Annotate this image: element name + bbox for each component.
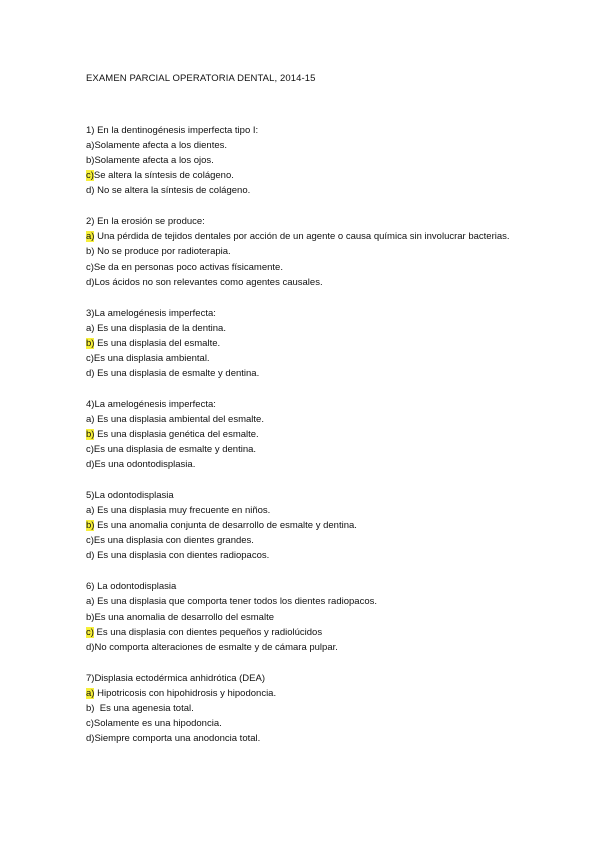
answer-text: Es una displasia que comporta tener todos los dientes radiopacos. [94, 596, 377, 608]
question-3 [86, 306, 526, 381]
answer-option [86, 427, 526, 442]
answer-text: Es una displasia con dientes pequeños y radiolúcidos [93, 626, 323, 638]
question-1 [86, 123, 526, 198]
answer-text: Hipotricosis con hipohidrosis y hipodoncia. [94, 687, 277, 699]
document-title: EXAMEN PARCIAL OPERATORIA DENTAL, 2014-15 [86, 73, 316, 84]
answer-option [86, 153, 526, 168]
answer-text: Es una displasia del esmalte. [94, 337, 221, 349]
answer-option [86, 610, 526, 625]
answer-letter: a) [86, 322, 95, 334]
question-2 [86, 214, 526, 289]
highlighted-answer-letter: a) [86, 231, 95, 243]
answer-text: No se produce por radioterapia. [94, 246, 231, 258]
answer-text: Es una displasia ambiental del esmalte. [94, 413, 264, 425]
answer-text: Es una displasia genética del esmalte. [94, 428, 259, 440]
answer-option [86, 594, 526, 609]
highlighted-answer-letter: a) [86, 687, 95, 699]
answer-option [86, 548, 526, 563]
answer-letter: c) [86, 444, 94, 456]
answer-text: No comporta alteraciones de esmalte y de cámara pulpar. [94, 641, 338, 653]
answer-letter: a) [86, 140, 95, 152]
answer-option [86, 701, 526, 716]
answer-letter: b) [86, 702, 95, 714]
question-stem: 2) En la erosión se produce: [86, 216, 205, 228]
answer-letter: d) [86, 459, 95, 471]
answer-letter: b) [86, 155, 95, 167]
highlighted-answer-letter: c) [86, 170, 94, 182]
answer-option [86, 244, 526, 259]
answer-letter: d) [86, 367, 95, 379]
answer-letter: b) [86, 611, 95, 623]
answer-letter: d) [86, 276, 95, 288]
highlighted-answer-letter: b) [86, 337, 95, 349]
answer-option [86, 686, 526, 701]
highlighted-answer-letter: b) [86, 520, 95, 532]
answer-option [86, 351, 526, 366]
question-stem: 5)La odontodisplasia [86, 490, 174, 502]
question-6 [86, 579, 526, 654]
answer-text: Es una displasia con dientes radiopacos. [94, 550, 270, 562]
answer-letter: a) [86, 596, 95, 608]
answer-letter: b) [86, 246, 95, 258]
answer-option [86, 457, 526, 472]
answer-letter: d) [86, 732, 95, 744]
answer-option [86, 260, 526, 275]
question-stem: 3)La amelogénesis imperfecta: [86, 307, 216, 319]
answer-text: Es una odontodisplasia. [94, 459, 196, 471]
answer-letter: a) [86, 505, 95, 517]
question-stem: 6) La odontodisplasia [86, 581, 177, 593]
answer-option [86, 336, 526, 351]
answer-option [86, 138, 526, 153]
question-7 [86, 671, 526, 746]
answer-text: Es una displasia de la dentina. [94, 322, 226, 334]
answer-text: Una pérdida de tejidos dentales por acción de un agente o causa química sin involucrar bacterias. [94, 231, 510, 243]
highlighted-answer-letter: c) [86, 626, 94, 638]
question-stem: 7)Displasia ectodérmica anhidrótica (DEA) [86, 672, 265, 684]
question-stem: 1) En la dentinogénesis imperfecta tipo I: [86, 125, 259, 136]
answer-option [86, 168, 526, 183]
answer-letter: d) [86, 550, 95, 562]
answer-text: Es una displasia muy frecuente en niños. [94, 505, 271, 517]
answer-text: Es una displasia de esmalte y dentina. [94, 367, 260, 379]
question-list [86, 123, 526, 762]
answer-text: Solamente afecta a los dientes. [94, 140, 228, 152]
answer-option [86, 716, 526, 731]
answer-letter: d) [86, 185, 95, 197]
answer-letter: d) [86, 641, 95, 653]
question-4 [86, 397, 526, 472]
answer-option [86, 412, 526, 427]
answer-text: Es una anomalia de desarrollo del esmalte [94, 611, 275, 623]
answer-option [86, 183, 526, 198]
answer-option [86, 366, 526, 381]
question-stem: 4)La amelogénesis imperfecta: [86, 398, 216, 410]
answer-letter: c) [86, 261, 94, 273]
answer-option [86, 533, 526, 548]
answer-text: Siempre comporta una anodoncia total. [94, 732, 261, 744]
answer-option [86, 321, 526, 336]
answer-text: Es una agenesia total. [94, 702, 194, 714]
answer-option [86, 275, 526, 290]
answer-option [86, 518, 526, 533]
answer-letter: c) [86, 535, 94, 547]
answer-text: Es una displasia con dientes grandes. [93, 535, 254, 547]
answer-letter: a) [86, 413, 95, 425]
answer-letter: c) [86, 717, 94, 729]
question-5 [86, 488, 526, 563]
answer-option [86, 503, 526, 518]
answer-option [86, 625, 526, 640]
answer-text: Los ácidos no son relevantes como agentes causales. [94, 276, 323, 288]
answer-text: No se altera la síntesis de colágeno. [94, 185, 251, 197]
answer-text: Se da en personas poco activas físicamente. [93, 261, 283, 273]
highlighted-answer-letter: b) [86, 428, 95, 440]
answer-text: Solamente es una hipodoncia. [93, 717, 222, 729]
answer-option [86, 640, 526, 655]
answer-option [86, 229, 526, 244]
answer-option [86, 731, 526, 746]
answer-option [86, 442, 526, 457]
answer-text: Solamente afecta a los ojos. [94, 155, 214, 167]
answer-text: Es una displasia ambiental. [93, 352, 210, 364]
answer-text: Es una anomalia conjunta de desarrollo de esmalte y dentina. [94, 520, 357, 532]
answer-letter: c) [86, 352, 94, 364]
answer-text: Se altera la síntesis de colágeno. [93, 170, 234, 182]
answer-text: Es una displasia de esmalte y dentina. [93, 444, 257, 456]
